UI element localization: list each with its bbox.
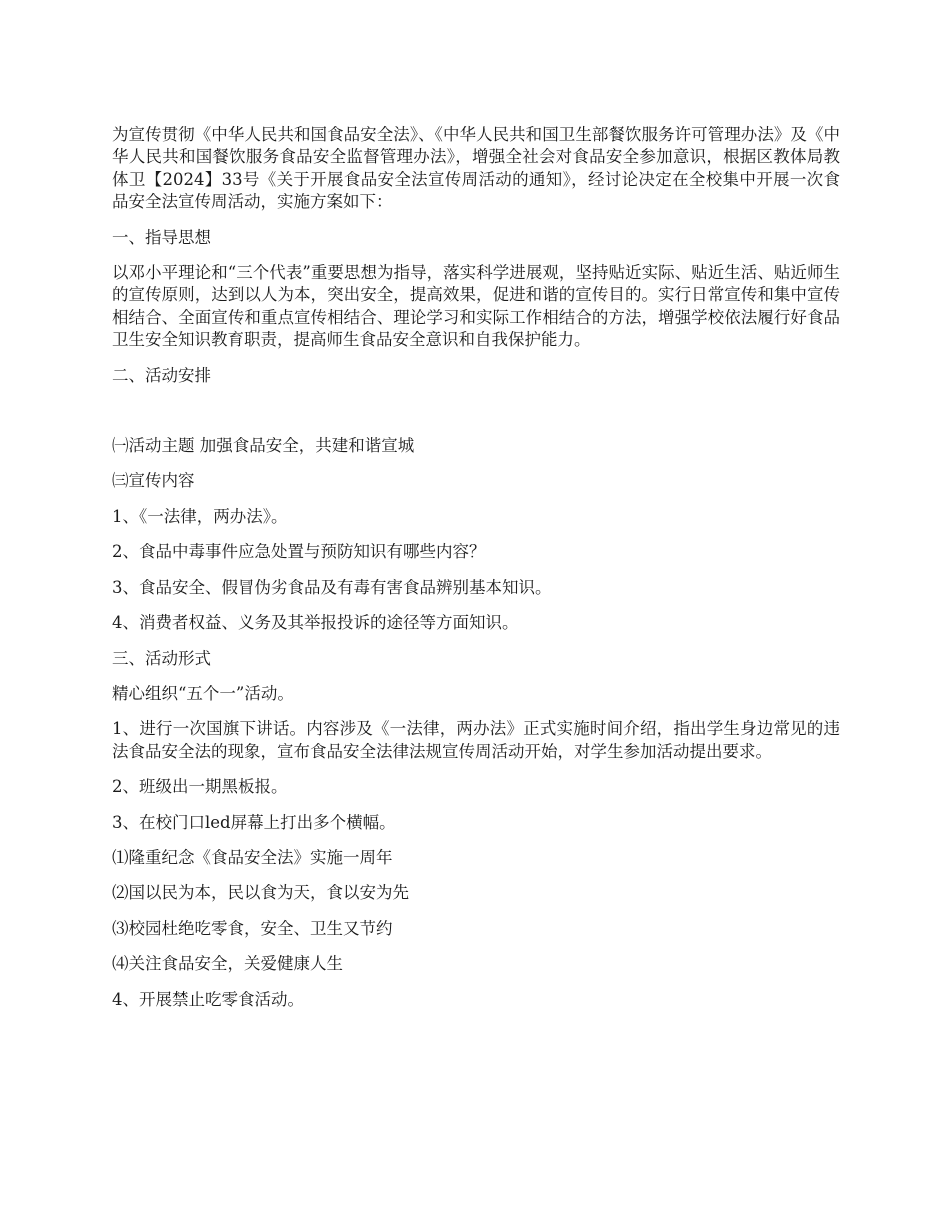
activity-theme: ㈠活动主题 加强食品安全，共建和谐宣城 (112, 436, 415, 456)
document-page (112, 124, 840, 1024)
activity-item-no-snacks: 4、开展禁止吃零食活动。 (112, 989, 304, 1009)
section-heading-activity-arrangement: 二、活动安排 (112, 365, 211, 385)
banner-slogan: ⑵国以民为本，民以食为天，食以安为先 (112, 883, 409, 903)
promotion-content-heading: ㈢宣传内容 (112, 471, 195, 491)
banner-slogan: ⑶校园杜绝吃零食，安全、卫生又节约 (112, 918, 393, 938)
blank-spacer (112, 400, 840, 435)
activity-item-speech: 1、进行一次国旗下讲话。内容涉及《一法律，两办法》正式实施时间介绍，指出学生身边常见的违法食品安全法的现象，宣布食品安全法律法规宣传周活动开始，对学生参加活动提出要求。 (112, 719, 840, 761)
activity-form-intro: 精心组织“五个一”活动。 (112, 683, 294, 703)
intro-paragraph: 为宣传贯彻《中华人民共和国食品安全法》、《中华人民共和国卫生部餐饮服务许可管理办法》及《中华人民共和国餐饮服务食品安全监督管理办法》，增强全社会对食品安全参加意识，根据区教体局教体卫【2024】33号《关于开展食品安全法宣传周活动的通知》，经讨论决定在全校集中开展一次食品安全法宣传周活动，实施方案如下： (112, 125, 840, 212)
section-heading-guiding-ideology: 一、指导思想 (112, 227, 211, 247)
content-item: 2、食品中毒事件应急处置与预防知识有哪些内容？ (112, 542, 486, 562)
banner-slogan: ⑷关注食品安全，关爱健康人生 (112, 954, 343, 974)
content-item: 3、食品安全、假冒伪劣食品及有毒有害食品辨别基本知识。 (112, 577, 552, 597)
activity-item-banners: 3、在校门口led屏幕上打出多个横幅。 (112, 812, 396, 832)
activity-item-blackboard: 2、班级出一期黑板报。 (112, 777, 288, 797)
section-heading-activity-form: 三、活动形式 (112, 648, 211, 668)
content-item: 1、《一法律，两办法》。 (112, 506, 288, 526)
banner-slogan: ⑴隆重纪念《食品安全法》实施一周年 (112, 847, 393, 867)
guiding-ideology-paragraph: 以邓小平理论和“三个代表”重要思想为指导，落实科学进展观，坚持贴近实际、贴近生活、贴近师生的宣传原则，达到以人为本，突出安全，提高效果，促进和谐的宣传目的。实行日常宣传和集中宣传相结合、全面宣传和重点宣传相结合、理论学习和实际工作相结合的方法，增强学校依法履行好食品卫生安全知识教育职责，提高师生食品安全意识和自我保护能力。 (112, 263, 840, 350)
content-item: 4、消费者权益、义务及其举报投诉的途径等方面知识。 (112, 613, 519, 633)
